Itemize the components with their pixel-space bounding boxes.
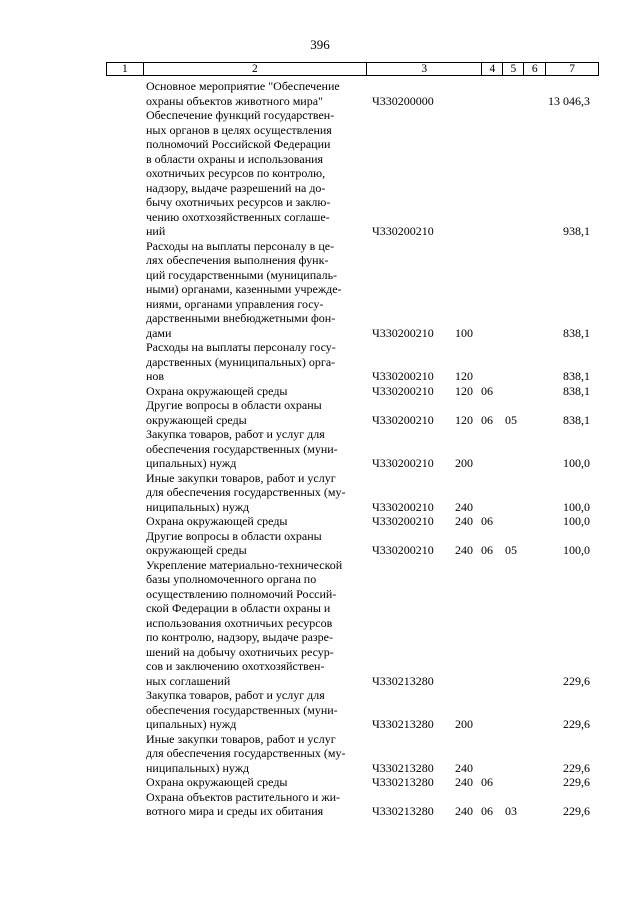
row-subsection: 03 — [505, 804, 517, 818]
table-row — [0, 471, 640, 515]
row-amount: 838,1 — [563, 369, 590, 383]
row-section: 06 — [481, 412, 493, 427]
row-expense-type: 120 — [455, 412, 473, 427]
table-row — [0, 79, 640, 108]
table-row — [0, 775, 640, 790]
row-section: 06 — [481, 383, 493, 398]
header-col-3: 3 — [367, 63, 483, 75]
row-code: Ч330213280 — [372, 673, 434, 688]
table-row — [0, 398, 640, 427]
row-description: Охрана окружающей среды — [146, 514, 288, 528]
row-section: 06 — [481, 775, 493, 789]
row-code: Ч330213280 — [372, 804, 434, 818]
row-amount: 229,6 — [563, 804, 590, 818]
table-row — [0, 239, 640, 341]
table-row — [0, 688, 640, 732]
row-amount: 838,1 — [563, 383, 590, 398]
header-col-6: 6 — [524, 63, 546, 75]
row-code: Ч330200210 — [372, 383, 434, 398]
row-code: Ч330200210 — [372, 456, 434, 470]
table-row — [0, 558, 640, 689]
row-expense-type: 240 — [455, 775, 473, 789]
row-section: 06 — [481, 804, 493, 818]
row-code: Ч330200210 — [372, 369, 434, 383]
row-amount: 938,1 — [563, 224, 590, 238]
row-expense-type: 120 — [455, 383, 473, 398]
row-amount: 229,6 — [563, 717, 590, 731]
row-description: Обеспечение функций государствен- ных органов в целях осуществления полномочий Российской Федерации в области охраны и использования охотничьих ресурсов по контролю, надзору, выдаче разрешений на до- бычу охотничьих ресурсов и заклю- чению охотхозяйственных соглаше- ний — [146, 108, 335, 238]
row-code: Ч330200000 — [372, 93, 434, 108]
header-col-1: 1 — [107, 63, 144, 75]
table-row — [0, 514, 640, 529]
table-row — [0, 108, 640, 239]
table-row — [0, 384, 640, 399]
header-col-4: 4 — [482, 63, 503, 75]
row-description: Расходы на выплаты персоналу в це- лях обеспечения выполнения функ- ций государственными (муниципаль- ными) органами, казенными учрежде- ниями, органами управления госу- дарственными внебюджетными фон- дами — [146, 238, 342, 340]
row-description: Укрепление материально-технической базы уполномоченного органа по осуществлению полномочий Россий- ской Федерации в области охраны и использования охотничьих ресурсов по контролю, надзору, выдаче разре- шений на добычу охотничьих ресур- сов и заключению охотхозяйствен- ных соглашений — [146, 557, 343, 688]
row-amount: 229,6 — [563, 760, 590, 775]
table-header — [106, 62, 599, 76]
row-description: Расходы на выплаты персоналу госу- дарственных (муниципальных) орга- нов — [146, 340, 336, 383]
row-expense-type: 200 — [455, 717, 473, 731]
row-expense-type: 100 — [455, 325, 473, 340]
row-code: Ч330200210 — [372, 325, 434, 340]
row-code: Ч330213280 — [372, 760, 434, 775]
table-row — [0, 732, 640, 776]
row-section: 06 — [481, 514, 493, 528]
row-expense-type: 240 — [455, 499, 473, 514]
row-code: Ч330200210 — [372, 224, 434, 238]
row-code: Ч330213280 — [372, 717, 434, 731]
row-amount: 100,0 — [563, 543, 590, 557]
row-amount: 229,6 — [563, 775, 590, 789]
row-amount: 100,0 — [563, 499, 590, 514]
table-row — [0, 790, 640, 819]
row-amount: 100,0 — [563, 456, 590, 470]
row-code: Ч330213280 — [372, 775, 434, 789]
row-subsection: 05 — [505, 412, 517, 427]
row-section: 06 — [481, 543, 493, 557]
row-amount: 838,1 — [563, 325, 590, 340]
row-description: Другие вопросы в области охраны окружающей среды — [146, 398, 322, 427]
budget-table-body — [0, 79, 640, 819]
row-description: Другие вопросы в области охраны окружающей среды — [146, 528, 322, 557]
table-row — [0, 529, 640, 558]
row-code: Ч330200210 — [372, 499, 434, 514]
row-expense-type: 240 — [455, 760, 473, 775]
row-code: Ч330200210 — [372, 543, 434, 557]
row-expense-type: 200 — [455, 456, 473, 470]
row-amount: 100,0 — [563, 514, 590, 528]
row-subsection: 05 — [505, 543, 517, 557]
row-amount: 229,6 — [563, 673, 590, 688]
row-expense-type: 120 — [455, 369, 473, 383]
row-description: Основное мероприятие "Обеспечение охраны объектов животного мира" — [146, 79, 340, 108]
row-code: Ч330200210 — [372, 514, 434, 528]
row-description: Охрана окружающей среды — [146, 383, 288, 398]
row-description: Охрана окружающей среды — [146, 775, 288, 789]
header-col-5: 5 — [503, 63, 524, 75]
row-description: Закупка товаров, работ и услуг для обеспечения государственных (муни- ципальных) нужд — [146, 688, 338, 731]
row-description: Иные закупки товаров, работ и услуг для обеспечения государственных (му- ниципальных) нужд — [146, 731, 346, 775]
row-description: Охрана объектов растительного и жи- вотного мира и среды их обитания — [146, 789, 341, 818]
row-description: Закупка товаров, работ и услуг для обеспечения государственных (муни- ципальных) нужд — [146, 427, 338, 470]
table-row — [0, 340, 640, 384]
header-col-7: 7 — [569, 63, 575, 75]
row-code: Ч330200210 — [372, 412, 434, 427]
row-expense-type: 240 — [455, 804, 473, 818]
table-row — [0, 427, 640, 471]
row-amount: 838,1 — [563, 412, 590, 427]
row-description: Иные закупки товаров, работ и услуг для обеспечения государственных (му- ниципальных) нужд — [146, 470, 346, 514]
row-expense-type: 240 — [455, 543, 473, 557]
row-expense-type: 240 — [455, 514, 473, 528]
header-col-2: 2 — [144, 63, 367, 75]
page-number: 396 — [310, 37, 330, 52]
row-amount: 13 046,3 — [548, 93, 590, 108]
